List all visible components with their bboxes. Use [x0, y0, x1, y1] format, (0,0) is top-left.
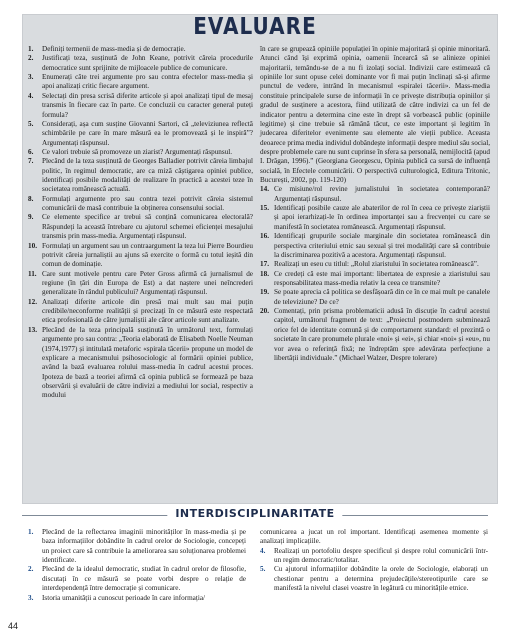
item-number: 7. — [28, 157, 34, 166]
item-text: Ce elemente specifice ar trebui să conțină comunicarea electorală? Răspundeți la această întrebare cu ajutorul schemei eficienței mesajului transmis prin mass-media. Argumentați răspunsul. — [42, 213, 253, 241]
list-item — [28, 54, 253, 73]
list-item — [260, 547, 488, 566]
evaluare-list-right — [260, 185, 490, 363]
item-text: Plecând de la idealul democratic, studiat în cadrul orelor de filosofie, discutați în ce măsură se poate vorbi despre o relație de interdependență între democrație și comunicare. — [42, 565, 246, 593]
item-text: Enumerați câte trei argumente pro sau contra efectelor mass-media și apoi analizați critic fiecare argument. — [42, 73, 253, 91]
item-number: 6. — [28, 147, 34, 156]
item-number: 3. — [28, 593, 34, 602]
item-number: 10. — [28, 241, 37, 250]
item-number: 12. — [28, 297, 37, 306]
item-number: 8. — [28, 194, 34, 203]
evaluare-column-left — [28, 45, 253, 401]
item-number: 2. — [28, 565, 34, 574]
item-number: 15. — [260, 204, 269, 213]
item-text: Plecând de la reflectarea imaginii minorităților în mass-media și pe baza informațiilor dobândite în cadrul orelor de Sociologie, concepeți un proiect care să contribuie la ameliorarea sau soluționarea problemei identificate. — [42, 528, 246, 565]
interdisciplinaritate-column-right — [260, 528, 488, 594]
list-item — [28, 195, 253, 214]
item-number: 1. — [28, 528, 34, 536]
list-item — [28, 594, 246, 603]
item-text: Plecând de la teza susținută de Georges Balladier potrivit căreia limbajul politic, în regimul democratic, are ca miză câștigarea opiniei publice, identificați posibile modalități de realizare în practică a acestei teze în societatea românească actuală. — [42, 157, 253, 194]
item-number: 11. — [28, 269, 37, 278]
evaluare-list-left — [28, 45, 253, 401]
evaluare-title: EVALUARE — [193, 12, 317, 40]
item-number: 5. — [260, 565, 266, 574]
item-number: 5. — [28, 119, 34, 128]
list-item — [28, 213, 253, 241]
item-text: Identificați grupurile sociale marginale din societatea românească din perspectiva criteriului etnic sau sexual și trei modalități care să contribuie la discriminarea pozitivă a acestora. Argumentați răspunsul. — [274, 232, 490, 259]
item-text: Ce valori trebuie să promoveze un ziarist? Argumentați răspunsul. — [42, 147, 233, 156]
item-text: Identificați posibile cauze ale abaterilor de rol în ceea ce privește ziariștii și apoi ierarhizați-le în ordinea importanței sau a frecvenței cu care se manifestă în societatea românească. Argumentați răspunsul. — [274, 204, 490, 231]
item-text: Comentați, prin prisma problematicii adusă în discuție în cadrul acestui capitol, următorul fragment de text: „Proiectul postmodern subminează orice fel de identitate comună și de comportament standard: el prezintă o societate în care pronumele plurale «noi» și «ei», și chiar «noi» și «eu», nu vor avea o referință fixă; ne îndreptăm spre adevărata perfecțiune a libertății individuale.” (Michael Walzer, Despre tolerare) — [274, 307, 490, 362]
item-text: Se poate aprecia că politica se desfășoară din ce în ce mai mult pe canalele de televiziune? De ce? — [274, 288, 490, 306]
item-text: Justificați teza, susținută de John Keane, potrivit căreia procedurile democratice sunt sprijinite de mijloacele publice de comunicare. — [42, 54, 253, 72]
item-text: Analizați diferite articole din presă mai mult sau mai puțin credibile/neconforme realității și precizați în ce măsură este respectată etica profesională de către jurnaliștii ale căror articole sunt analizate. — [42, 297, 253, 325]
item-number: 18. — [260, 269, 269, 278]
list-item — [28, 242, 253, 270]
item-number: 9. — [28, 213, 34, 222]
item-text: Selectați din presa scrisă diferite articole și apoi analizați tipul de mesaj transmis în fiecare caz în parte. Ce concluzii cu caracter general puteți formula? — [42, 91, 253, 119]
list-item — [28, 92, 253, 120]
item-text: Formulați argumente pro sau contra tezei potrivit căreia sistemul comunicării de masă contribuie la obținerea consensului social. — [42, 194, 253, 213]
item-number: 2. — [28, 54, 34, 63]
list-item — [260, 288, 490, 307]
item-number: 4. — [28, 91, 34, 100]
list-item — [260, 260, 490, 269]
item-text: Definiți termenii de mass-media și de democrație. — [42, 45, 186, 53]
item-text: Care sunt motivele pentru care Peter Gross afirmă că jurnalismul de regiune (în țări din Europa de Est) a dat naștere unei neîncrederi generalizate în rândul publicului? Argumentați răspunsul. — [42, 269, 253, 297]
interdisciplinaritate-continuation: comunicarea a jucat un rol important. Identificați asemenea momente și analizați implicațiile. — [260, 528, 488, 546]
item-number: 13. — [28, 325, 37, 334]
list-item — [260, 185, 490, 204]
item-text: Considerați, așa cum susține Giovanni Sartori, că „televiziunea reflectă schimbările pe care în mare măsură ea le promovează și le inspiră”? Argumentați răspunsul. — [42, 119, 253, 147]
item-text: Istoria umanității a cunoscut perioade în care informația/ — [42, 593, 206, 602]
list-item — [260, 232, 490, 260]
interdisciplinaritate-list-right — [260, 547, 488, 594]
list-item — [28, 157, 253, 194]
item-number: 14. — [260, 185, 269, 194]
list-item — [28, 270, 253, 298]
interdisciplinaritate-header — [0, 505, 510, 527]
item-number: 4. — [260, 546, 266, 555]
page-number: 44 — [8, 621, 19, 631]
list-item — [260, 204, 490, 232]
list-item — [28, 148, 253, 157]
list-item — [260, 307, 490, 363]
list-item — [260, 270, 490, 289]
list-item — [28, 565, 246, 593]
evaluare-column-right — [260, 45, 490, 363]
list-item — [28, 45, 253, 54]
interdisciplinaritate-list-left — [28, 528, 246, 603]
item-text: Realizați un eseu cu titlul: „Rolul ziaristului în societatea românească”. — [274, 260, 479, 269]
list-item — [260, 565, 488, 593]
item-text: Realizați un portofoliu despre specificul și despre rolul comunicării într-un regim democratic/totalitar. — [274, 546, 488, 565]
interdisciplinaritate-title: INTERDISCIPLINARITATE — [167, 507, 342, 520]
item-number: 3. — [28, 73, 34, 82]
item-text: Cu ajutorul informațiilor dobândite la orele de Sociologie, elaborați un chestionar pentru a determina prejudecățile/stereotipurile care se manifestă la nivelul clasei voastre în legătură cu minoritățile etnice. — [274, 565, 488, 593]
list-item — [28, 298, 253, 326]
evaluare-continuation: în care se grupează opiniile populației în opinie majoritară și opinie minoritară. Atunci când își exprimă opinia, oamenii încearcă să se alinieze opiniei majoritarii, temându-se de a nu fi izolați social. Indivizii care estimează că opiniile lor sunt opuse celei dominante vor fi mai puțin înclinați să-și afirme punctul de vedere, intrând în mecanismul «spiralei tăcerii». Mass-media constituie principalele surse de informații în ce privește distribuția opiniilor și gradul de susținere a acestora, fiind utilizată de către indivizi ca un fel de indicator pentru a determina cine este în drept să vorbească public (opiniile legitime) și cine trebuie să rămână tăcut, ce este important și legitim în judecarea diferitelor evenimente sau elemente ale vieții publice. Aceasta deoarece prima media individul dobândește informații despre mediul său social, despre problemele care nu sunt cuprinse în sfera sa personală, nemijlocită (apud I. Drăgan, 1996).” (Georgiana Georgescu, Opinia publică ca sursă de influență socială, în Efectele comunicării. O perspectivă culturologică, Editura Tritonic, București, 2002, pp. 119-120) — [260, 45, 490, 185]
item-number: 19. — [260, 288, 269, 297]
item-number: 16. — [260, 232, 269, 241]
interdisciplinaritate-column-left — [28, 528, 246, 603]
item-number: 17. — [260, 260, 269, 269]
item-number: 20. — [260, 307, 269, 316]
item-number: 1. — [28, 45, 34, 53]
item-text: Ce misiune/rol revine jurnalistului în societatea contemporană? Argumentați răspunsul. — [274, 185, 490, 203]
list-item — [28, 120, 253, 148]
item-text: Formulați un argument sau un contraargument la teza lui Pierre Bourdieu potrivit căreia jurnaliștii au ajuns să exercite o formă cu totul ieșită din comun de dominație. — [42, 241, 253, 269]
item-text: Ce credeți că este mai important: libertatea de expresie a ziaristului sau responsabilitatea mass-media relativ la ceea ce transmite? — [274, 269, 490, 287]
list-item — [28, 326, 253, 401]
list-item — [28, 73, 253, 92]
list-item — [28, 528, 246, 565]
item-text: Plecând de la teza principală susținută în următorul text, formulați argumente pro sau contra: „Teoria elaborată de Elisabeth Noelle Neuman (1974,1977) și intitulată metaforic «spirala tăcerii» propune un model de explicare a mecanismului psihosociologic al formării opiniei publice, având la bază evaluarea rolului mass-media în cadrul acestui proces. Ipoteza de bază a teoriei afirmă că opinia publică se formează pe baza observării și evaluării de către indivizi a mediului lor social, respectiv a modului — [42, 325, 253, 400]
